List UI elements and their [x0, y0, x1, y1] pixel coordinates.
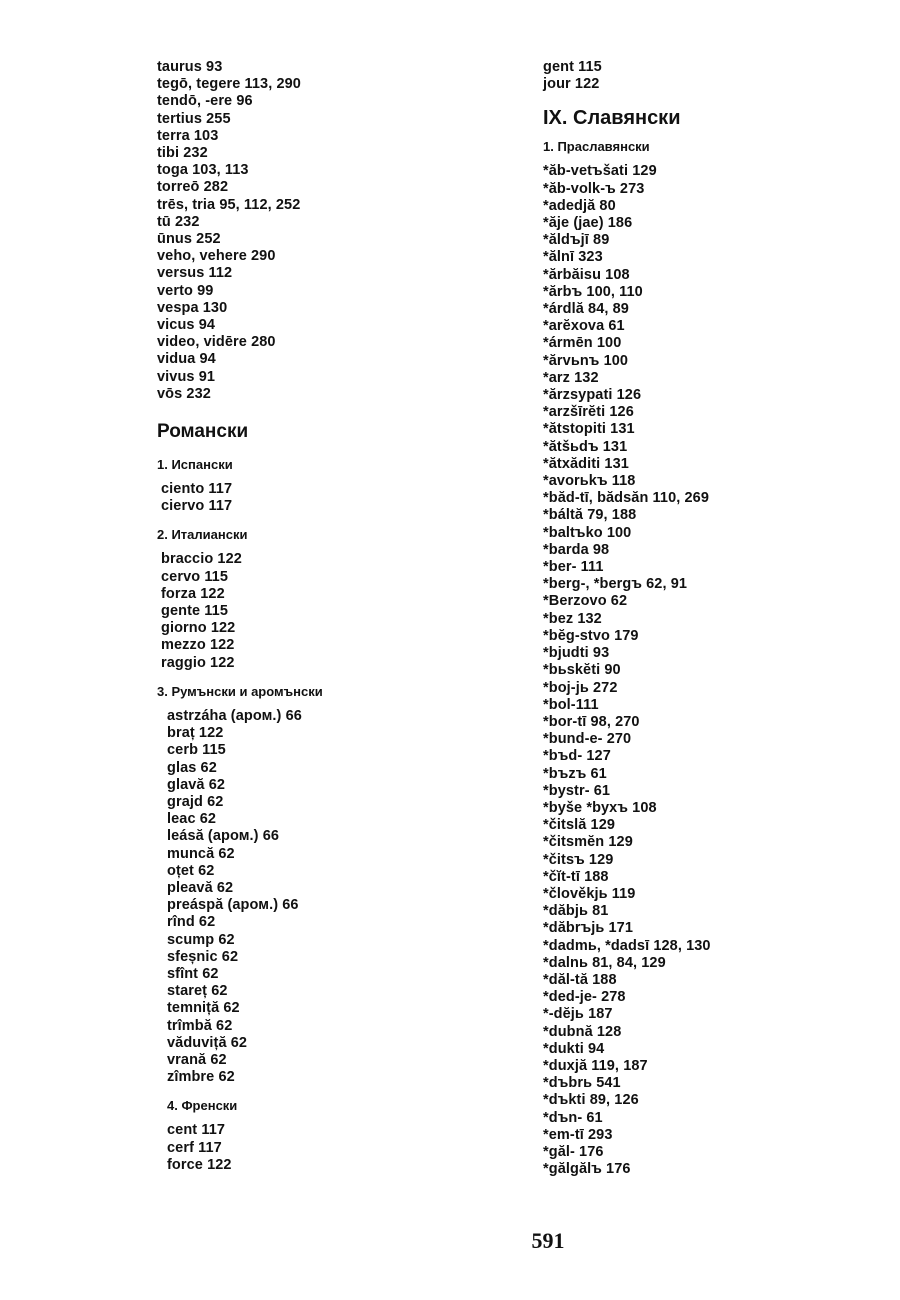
index-entry: văduviță 62: [167, 1034, 248, 1051]
index-entry: veho, vehere 290: [157, 248, 276, 265]
index-entry: *dalnь 81, 84, 129: [543, 954, 666, 971]
index-entry: *boj-jь 272: [543, 679, 618, 696]
index-entry: *dăbjь 81: [543, 903, 609, 920]
index-entry: giorno 122: [161, 620, 236, 637]
index-entry: *bĕg-stvo 179: [543, 627, 639, 644]
index-entry: stareț 62: [167, 983, 228, 1000]
index-entry: *dъn- 61: [543, 1109, 603, 1126]
index-entry: *em-tī 293: [543, 1126, 613, 1143]
romance-section-title: Романски: [157, 421, 249, 443]
index-entry: cerb 115: [167, 742, 226, 759]
index-entry: ciervo 117: [161, 498, 233, 515]
index-entry: *ălnī 323: [543, 249, 603, 266]
index-entry: vivus 91: [157, 368, 216, 385]
index-entry: *bjudti 93: [543, 645, 610, 662]
index-entry: *dubnă 128: [543, 1023, 622, 1040]
slavic-section-title: IX. Славянски: [543, 107, 681, 130]
index-entry: tegō, tegere 113, 290: [157, 76, 301, 93]
protoslavic-subsection-title: 1. Праславянски: [543, 139, 650, 155]
index-entry: *ărzsypati 126: [543, 387, 642, 404]
index-entry: *bьskĕti 90: [543, 662, 621, 679]
italian-subsection-title: 2. Италиански: [157, 527, 248, 543]
index-entry: *băd-tī, bădsăn 110, 269: [543, 490, 709, 507]
index-entry: leásă (аром.) 66: [167, 828, 280, 845]
index-entry: ūnus 252: [157, 231, 221, 248]
index-entry: *dăl-tă 188: [543, 971, 617, 988]
index-entry: *ătxăditi 131: [543, 455, 629, 472]
index-entry: *ătšьdъ 131: [543, 438, 628, 455]
romanian-subsection-title: 3. Румънски и аромънски: [157, 683, 323, 699]
index-entry: glas 62: [167, 759, 217, 776]
index-entry: vidua 94: [157, 351, 216, 368]
index-entry: muncă 62: [167, 845, 235, 862]
index-entry: braccio 122: [161, 551, 242, 568]
index-entry: scump 62: [167, 931, 235, 948]
index-entry: glavă 62: [167, 776, 226, 793]
french-entry-list: [153, 1122, 473, 1174]
index-entry: gent 115: [543, 59, 602, 75]
index-entry: *čitsmĕn 129: [543, 834, 633, 851]
index-entry: *-dĕjь 187: [543, 1006, 613, 1023]
index-entry: terra 103: [157, 127, 219, 144]
index-entry: cerf 117: [167, 1139, 222, 1156]
italian-entry-list: [153, 551, 473, 671]
index-entry: *čitsъ 129: [543, 851, 614, 868]
index-entry: mezzo 122: [161, 637, 235, 654]
index-entry: *dadmь, *dadsī 128, 130: [543, 937, 711, 954]
index-entry: forza 122: [161, 585, 225, 602]
french-continued-entry-list: [543, 59, 873, 93]
index-entry: *bol-111: [543, 696, 599, 713]
index-entry: *arz 132: [543, 369, 599, 386]
protoslavic-entry-list: [543, 163, 873, 1178]
index-entry: *baltъko 100: [543, 524, 632, 541]
index-entry: tertius 255: [157, 110, 231, 127]
index-entry: *duxjă 119, 187: [543, 1057, 648, 1074]
index-entry: oțet 62: [167, 862, 215, 879]
romanian-entry-list: [153, 708, 473, 1086]
index-entry: *byše *byxъ 108: [543, 799, 657, 816]
index-entry: cent 117: [167, 1122, 226, 1139]
latin-entry-list: [153, 59, 473, 403]
index-entry: *găl- 176: [543, 1143, 604, 1160]
index-entry: *dъbrь 541: [543, 1075, 621, 1092]
index-entry: versus 112: [157, 265, 233, 282]
index-entry: *ber- 111: [543, 559, 604, 576]
index-entry: vespa 130: [157, 299, 228, 316]
index-entry: *čĭt-tī 188: [543, 868, 609, 885]
index-entry: *bund-e- 270: [543, 731, 632, 748]
index-entry: trēs, tria 95, 112, 252: [157, 196, 301, 213]
index-entry: *berg-, *bergъ 62, 91: [543, 576, 688, 593]
index-entry: trîmbă 62: [167, 1017, 233, 1034]
index-entry: sfeșnic 62: [167, 948, 239, 965]
index-entry: tibi 232: [157, 145, 208, 162]
index-entry: *avorьkъ 118: [543, 473, 636, 490]
index-entry: ciento 117: [161, 481, 233, 498]
index-entry: jour 122: [543, 76, 600, 93]
page-number: 591: [531, 1228, 565, 1253]
index-entry: *barda 98: [543, 541, 610, 558]
index-entry: gente 115: [161, 603, 228, 620]
index-entry: *Berzovo 62: [543, 593, 628, 610]
index-entry: *čitslă 129: [543, 817, 616, 834]
index-entry: vrană 62: [167, 1051, 227, 1068]
index-entry: astrzáha (аром.) 66: [167, 707, 302, 724]
index-entry: *člověkjь 119: [543, 885, 636, 902]
index-entry: *arĕxova 61: [543, 318, 625, 335]
index-entry: sfînt 62: [167, 965, 219, 982]
index-entry: *arzšīrĕti 126: [543, 404, 634, 421]
spanish-entry-list: [153, 481, 473, 515]
index-entry: torreō 282: [157, 179, 229, 196]
right-column: [543, 59, 873, 1178]
index-entry: *adedjă 80: [543, 197, 616, 214]
index-entry: grajd 62: [167, 793, 224, 810]
index-entry: temniță 62: [167, 1000, 240, 1017]
index-entry: raggio 122: [161, 654, 235, 671]
index-entry: *bъzъ 61: [543, 765, 607, 782]
index-entry: *ărbăisu 108: [543, 266, 630, 283]
index-entry: preáspă (аром.) 66: [167, 897, 299, 914]
index-entry: *bor-tī 98, 270: [543, 713, 640, 730]
index-entry: vōs 232: [157, 385, 211, 402]
index-entry: cervo 115: [161, 568, 229, 585]
index-entry: *árdlă 84, 89: [543, 301, 629, 318]
index-entry: *dъkti 89, 126: [543, 1092, 639, 1109]
index-entry: *báltă 79, 188: [543, 507, 637, 524]
index-entry: taurus 93: [157, 59, 223, 75]
index-entry: *ăb-volk-ъ 273: [543, 180, 645, 197]
index-entry: *dukti 94: [543, 1040, 605, 1057]
index-entry: *ăje (jae) 186: [543, 215, 633, 232]
index-entry: leac 62: [167, 811, 217, 828]
spanish-subsection-title: 1. Испански: [157, 457, 233, 473]
index-entry: vicus 94: [157, 317, 216, 334]
index-entry: *bъd- 127: [543, 748, 611, 765]
index-entry: *ármēn 100: [543, 335, 622, 352]
left-column: [153, 59, 473, 1174]
index-entry: *ărbъ 100, 110: [543, 283, 643, 300]
french-subsection-title: 4. Френски: [167, 1098, 238, 1114]
index-entry: video, vidēre 280: [157, 334, 276, 351]
index-entry: force 122: [167, 1156, 232, 1173]
index-entry: rînd 62: [167, 914, 216, 931]
index-entry: *ded-je- 278: [543, 989, 626, 1006]
index-entry: *gălgălъ 176: [543, 1161, 631, 1178]
index-entry: *ărvьnъ 100: [543, 352, 629, 369]
index-entry: zîmbre 62: [167, 1069, 235, 1086]
index-entry: *dăbrъjь 171: [543, 920, 633, 937]
index-entry: *ăldъjī 89: [543, 232, 610, 249]
index-entry: *bez 132: [543, 610, 602, 627]
index-entry: *ăb-vetъšati 129: [543, 163, 657, 180]
index-entry: *bystr- 61: [543, 782, 611, 799]
index-entry: tū 232: [157, 213, 200, 230]
index-entry: verto 99: [157, 282, 214, 299]
index-entry: braț 122: [167, 725, 224, 742]
index-entry: *ătstopiti 131: [543, 421, 635, 438]
index-entry: toga 103, 113: [157, 162, 249, 179]
index-entry: tendō, -ere 96: [157, 93, 253, 110]
index-entry: pleavă 62: [167, 879, 234, 896]
